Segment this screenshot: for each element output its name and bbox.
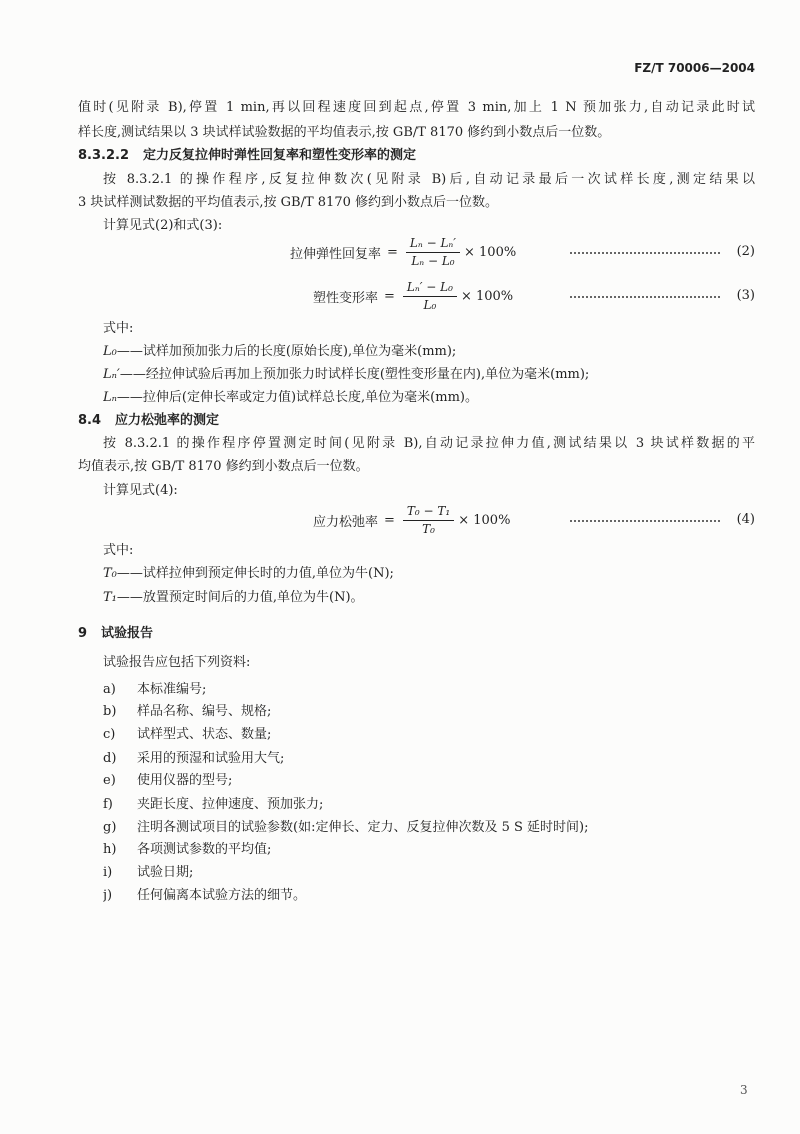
list-marker: j) [103, 888, 113, 903]
formula-number: (4) [736, 512, 755, 527]
section-title: 试验报告 [101, 626, 154, 641]
paragraph-line: 均值表示,按 GB/T 8170 修约到小数点后一位数。 [78, 459, 369, 474]
symbol-definition [103, 588, 755, 608]
definition-text: 经拉伸试验后再加上预加张力时试样长度(塑性变形量在内),单位为毫米(mm); [145, 367, 590, 382]
list-item-text: 夹距长度、拉伸速度、预加张力; [137, 797, 324, 812]
symbol: L₀ [103, 344, 117, 359]
fraction [406, 236, 460, 269]
equals-sign: = [384, 512, 395, 528]
formula-2 [290, 235, 516, 269]
formula-4 [313, 503, 510, 537]
paragraph-line: 按 8.3.2.1 的操作程序,反复拉伸数次(见附录 B)后,自动记录最后一次试样长度,测定结果以 [103, 172, 755, 187]
list-marker: h) [103, 842, 117, 857]
list-item [103, 863, 755, 883]
list-item-text: 注明各测试项目的试验参数(如:定伸长、定力、反复拉伸次数及 5 S 延时时间); [137, 820, 589, 835]
list-item-text: 任何偏离本试验方法的细节。 [137, 888, 307, 903]
list-item-text: 采用的预湿和试验用大气; [137, 751, 285, 766]
symbol-definition [103, 342, 755, 362]
list-item-text: 使用仪器的型号; [137, 773, 233, 788]
definition-text: 拉伸后(定伸长率或定力值)试样总长度,单位为毫米(mm)。 [142, 390, 478, 405]
section-heading-9 [78, 624, 755, 644]
definition-text: 放置预定时间后的力值,单位为牛(N)。 [142, 590, 364, 605]
equals-sign: = [387, 244, 398, 260]
percent-factor: × 100% [458, 512, 511, 528]
definition-text: 试样拉伸到预定伸长时的力值,单位为牛(N); [142, 566, 394, 581]
percent-factor: × 100% [460, 288, 514, 304]
formula-number: (2) [736, 244, 755, 259]
list-marker: c) [103, 727, 116, 742]
numerator: T₀ − T₁ [406, 503, 451, 518]
list-item [103, 702, 755, 722]
list-marker: b) [103, 704, 117, 719]
list-item-text: 试验日期; [137, 865, 194, 880]
denominator: T₀ [403, 520, 454, 537]
section-number: 8.3.2.2 [78, 148, 129, 163]
dash-separator: —— [119, 367, 146, 382]
dash-separator: —— [116, 566, 143, 581]
paragraph-line: 样长度,测试结果以 3 块试样试验数据的平均值表示,按 GB/T 8170 修约到小数点后一位数。 [78, 125, 611, 140]
equals-sign: = [384, 288, 395, 304]
paragraph-line: 3 块试样测试数据的平均值表示,按 GB/T 8170 修约到小数点后一位数。 [78, 195, 499, 210]
symbol-definition [103, 365, 755, 385]
section-number: 8.4 [78, 413, 102, 428]
list-item [103, 771, 755, 791]
list-marker: f) [103, 797, 113, 812]
calc-intro: 计算见式(2)和式(3): [103, 218, 223, 233]
denominator: L₀ [403, 296, 457, 313]
definition-text: 试样加预加张力后的长度(原始长度),单位为毫米(mm); [142, 344, 457, 359]
where-label: 式中: [103, 321, 134, 336]
fraction [403, 280, 457, 313]
list-item [103, 795, 755, 815]
where-label: 式中: [103, 543, 134, 558]
symbol: Lₙ′ [103, 367, 120, 382]
formula-number: (3) [736, 288, 755, 303]
formula-label: 应力松弛率 [313, 514, 379, 530]
dash-separator: —— [116, 590, 143, 605]
dash-separator: —— [116, 344, 143, 359]
leader-dots [570, 520, 720, 522]
list-item [103, 725, 755, 745]
formula-label: 塑性变形率 [313, 290, 379, 306]
report-intro: 试验报告应包括下列资料: [103, 655, 251, 670]
list-item [103, 818, 755, 838]
list-marker: g) [103, 820, 117, 835]
section-heading-8-4 [78, 411, 755, 431]
symbol: Lₙ [103, 390, 117, 405]
standard-code-header: FZ/T 70006—2004 [634, 61, 755, 75]
list-item [103, 886, 755, 906]
leader-dots [570, 296, 720, 298]
dash-separator: —— [116, 390, 143, 405]
list-item-text: 样品名称、编号、规格; [137, 704, 272, 719]
percent-factor: × 100% [464, 244, 517, 260]
numerator: Lₙ − Lₙ′ [409, 235, 456, 250]
page-number: 3 [740, 1083, 748, 1097]
symbol-definition [103, 564, 755, 584]
symbol: T₀ [103, 566, 117, 581]
list-marker: i) [103, 865, 113, 880]
denominator: Lₙ − L₀ [406, 252, 460, 269]
paragraph-line: 值时(见附录 B),停置 1 min,再以回程速度回到起点,停置 3 min,加上 1 N 预加张力,自动记录此时试 [78, 100, 755, 115]
list-marker: a) [103, 682, 116, 697]
symbol-definition [103, 388, 755, 408]
list-marker: e) [103, 773, 116, 788]
formula-3 [313, 279, 513, 313]
symbol: T₁ [103, 590, 117, 605]
section-heading-8-3-2-2 [78, 146, 755, 166]
list-item [103, 680, 755, 700]
formula-label: 拉伸弹性回复率 [290, 246, 382, 262]
leader-dots [570, 252, 720, 254]
list-item-text: 本标准编号; [137, 682, 207, 697]
section-number: 9 [78, 626, 88, 641]
list-marker: d) [103, 751, 117, 766]
numerator: Lₙ′ − L₀ [406, 279, 453, 294]
list-item-text: 各项测试参数的平均值; [137, 842, 272, 857]
section-title: 应力松弛率的测定 [115, 413, 220, 428]
fraction [403, 504, 454, 537]
list-item-text: 试样型式、状态、数量; [137, 727, 272, 742]
list-item [103, 840, 755, 860]
section-title: 定力反复拉伸时弹性回复率和塑性变形率的测定 [143, 148, 417, 163]
list-item [103, 749, 755, 769]
paragraph-line: 按 8.3.2.1 的操作程序停置测定时间(见附录 B),自动记录拉伸力值,测试结果以 3 块试样数据的平 [103, 436, 755, 451]
calc-intro: 计算见式(4): [103, 483, 178, 498]
